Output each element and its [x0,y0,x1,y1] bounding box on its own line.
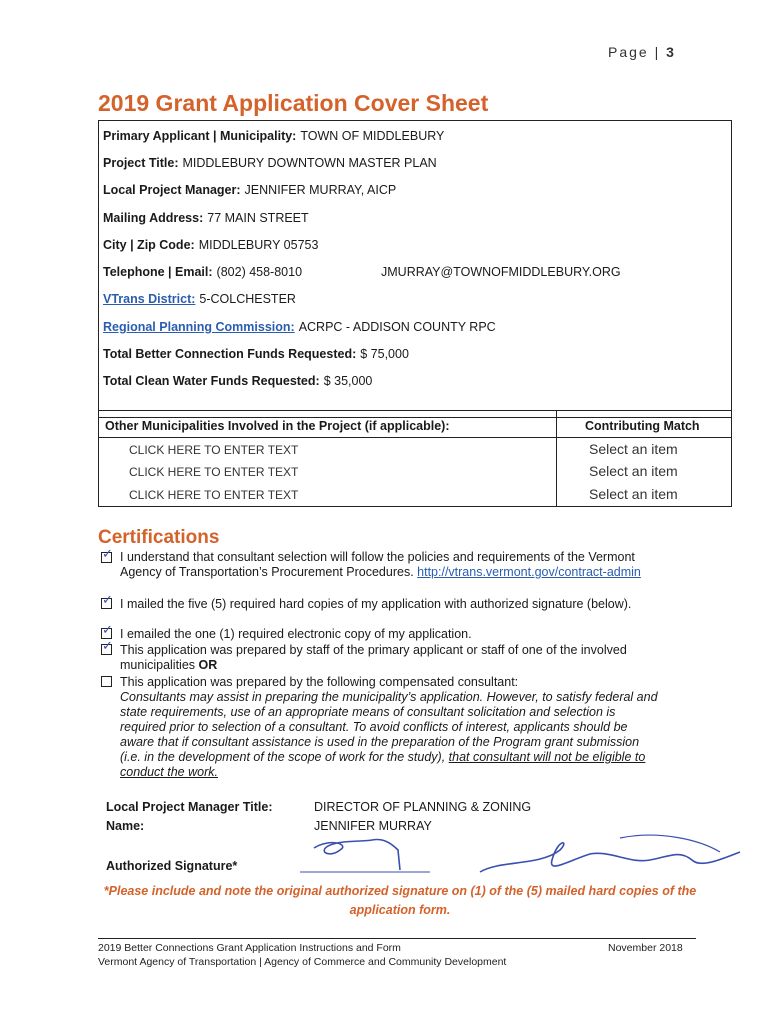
field-manager: Local Project Manager: JENNIFER MURRAY, AICP [103,183,397,197]
field-project-title: Project Title: MIDDLEBURY DOWNTOWN MASTER PLAN [103,156,437,170]
signature-label: Authorized Signature* [106,859,238,873]
footer-line-2: Vermont Agency of Transportation | Agency of Commerce and Community Development [98,956,507,968]
title-value: DIRECTOR OF PLANNING & ZONING [314,800,532,814]
footer-divider [98,938,696,939]
field-bc-funds: Total Better Connection Funds Requested: $ 75,000 [103,347,409,361]
certification-text: This application was prepared by staff of the primary applicant or staff of one of the involved municipalities OR [120,643,627,672]
check-mark-icon: ✓ [102,546,113,561]
table-header-match: Contributing Match [585,419,700,433]
name-label: Name: [106,819,145,833]
check-mark-icon: ✓ [102,592,113,607]
applicant-info-box [98,120,732,418]
certification-checkbox-unchecked[interactable] [101,676,112,687]
name-value: JENNIFER MURRAY [314,819,432,833]
field-cw-funds: Total Clean Water Funds Requested: $ 35,000 [103,374,373,388]
field-rpc: Regional Planning Commission: ACRPC - ADDISON COUNTY RPC [103,320,496,334]
match-select[interactable]: Select an item [589,463,678,479]
certification-text: I understand that consultant selection will follow the policies and requirements of the Vermont Agency of Transportation’s Procurement Procedures. http://vtrans.vermont.gov/contract-admin [120,550,641,579]
field-address: Mailing Address: 77 MAIN STREET [103,211,309,225]
page-title: 2019 Grant Application Cover Sheet [98,90,489,116]
municipality-input[interactable]: CLICK HERE TO ENTER TEXT [129,465,299,479]
signature-note: *Please include and note the original authorized signature on (1) of the (5) mailed hard copies of the application form. [103,884,697,917]
municipality-input[interactable]: CLICK HERE TO ENTER TEXT [129,443,299,457]
certification-text: I mailed the five (5) required hard copies of my application with authorized signature (below). [120,597,632,611]
field-vtrans: VTrans District: 5-COLCHESTER [103,292,296,306]
title-label: Local Project Manager Title: [106,800,273,814]
field-city: City | Zip Code: MIDDLEBURY 05753 [103,238,319,252]
field-applicant: Primary Applicant | Municipality: TOWN OF MIDDLEBURY [103,129,445,143]
footer-date: November 2018 [608,942,683,954]
check-mark-icon: ✓ [102,622,113,637]
municipality-input[interactable]: CLICK HERE TO ENTER TEXT [129,488,299,502]
match-select[interactable]: Select an item [589,441,678,457]
municipalities-table [98,410,732,507]
match-select[interactable]: Select an item [589,486,678,502]
page-number: Page | 3 [608,44,674,60]
footer-line-1: 2019 Better Connections Grant Application Instructions and Form [98,942,401,954]
field-phone: Telephone | Email: (802) 458-8010 [103,265,303,279]
check-mark-icon: ✓ [102,638,113,653]
certifications-heading: Certifications [98,527,220,548]
field-email: JMURRAY@TOWNOFMIDDLEBURY.ORG [381,265,621,279]
procurement-link[interactable]: http://vtrans.vermont.gov/contract-admin [417,565,641,579]
table-header-municipalities: Other Municipalities Involved in the Project (if applicable): [105,419,450,433]
certification-text: I emailed the one (1) required electronic copy of my application. [120,627,472,641]
certification-text: This application was prepared by the following compensated consultant: Consultants may assist in preparing the municipality’s application. However, to satisfy federal and state requirements, use of an appropriate means of consultant solicitation and selection is required prior to selection of a consultant. To avoid conflicts of interest, applicants should be aware that if consultant assistance is used in the preparation of the Program grant submission (i.e. in the development of the scope of work for the study), that consultant will not be eligible to conduct the work. [120,675,658,779]
